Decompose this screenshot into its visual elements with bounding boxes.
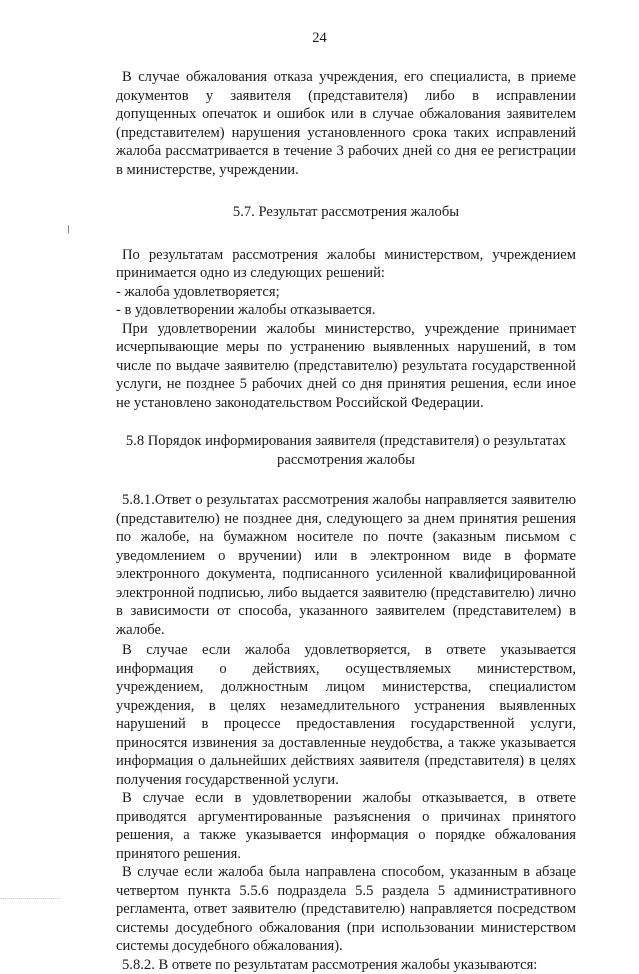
section-5-8-refused-paragraph: В случае если в удовлетворении жалобы отказывается, в ответе приводятся аргументированные разъяснения о причинах принятого решения, а также указывается информация о порядке обжалования принятого решения. — [116, 789, 576, 863]
paragraph-appeal-refusal: В случае обжалования отказа учреждения, его специалиста, в приеме документов у заявителя (представителя) либо в исправлении допущенных опечаток и ошибок или в случае обжалования заявителем (представителем) нарушения установленного срока таких исправлений жалоба рассматривается в течение 3 рабочих дней со дня ее регистрации в министерстве, учреждении. — [116, 68, 576, 179]
section-5-8-title: 5.8 Порядок информирования заявителя (представителя) о результатах рассмотрения жалобы — [116, 432, 576, 469]
section-5-8-satisfied-paragraph: В случае если жалоба удовлетворяется, в ответе указывается информация о действиях, осуществляемых министерством, учреждением, должностным лицом министерства, специалистом учреждения, в целях незамедлительного устранения выявленных нарушений в процессе предоставления государственной услуги, приносятся извинения за доставленные неудобства, а также указывается информация о дальнейших действиях заявителя (представителя) в целях получения государственной услуги. — [116, 641, 576, 789]
document-body — [116, 68, 576, 974]
decision-option-satisfied: - жалоба удовлетворяется; — [116, 283, 576, 302]
section-5-7-title: 5.7. Результат рассмотрения жалобы — [116, 203, 576, 222]
section-5-7-intro: По результатам рассмотрения жалобы министерством, учреждением принимается одно из следующих решений: — [116, 246, 576, 283]
section-5-7-closing: При удовлетворении жалобы министерство, учреждение принимает исчерпывающие меры по устранению выявленных нарушений, в том числе по выдаче заявителю (представителю) результата государственной услуги, не позднее 5 рабочих дней со дня принятия решения, если иное не установлено законодательством Российской Федерации. — [116, 320, 576, 413]
page-number: 24 — [0, 30, 639, 47]
section-5-8-dispute-system-paragraph: В случае если жалоба была направлена способом, указанным в абзаце четвертом пункта 5.5.6 подраздела 5.5 раздела 5 административного регламента, ответ заявителю (представителю) направляется посредством системы досудебного обжалования (при использовании министерством системы досудебного обжалования). — [116, 863, 576, 956]
scan-margin-mark — [68, 225, 69, 233]
scan-bottom-artifact — [0, 898, 60, 901]
section-5-8-2-paragraph: 5.8.2. В ответе по результатам рассмотрения жалобы указываются: — [116, 956, 576, 974]
section-5-8-1-paragraph: 5.8.1.Ответ о результатах рассмотрения жалобы направляется заявителю (представителю) не позднее дня, следующего за днем принятия решения по жалобе, на бумажном носителе по почте (заказным письмом с уведомлением о вручении) или в электронном виде в формате электронного документа, подписанного усиленной квалифицированной электронной подписью, либо выдается заявителю (представителю) лично в зависимости от способа, указанного заявителем (представителем) в жалобе. — [116, 491, 576, 639]
decision-option-refused: - в удовлетворении жалобы отказывается. — [116, 301, 576, 320]
